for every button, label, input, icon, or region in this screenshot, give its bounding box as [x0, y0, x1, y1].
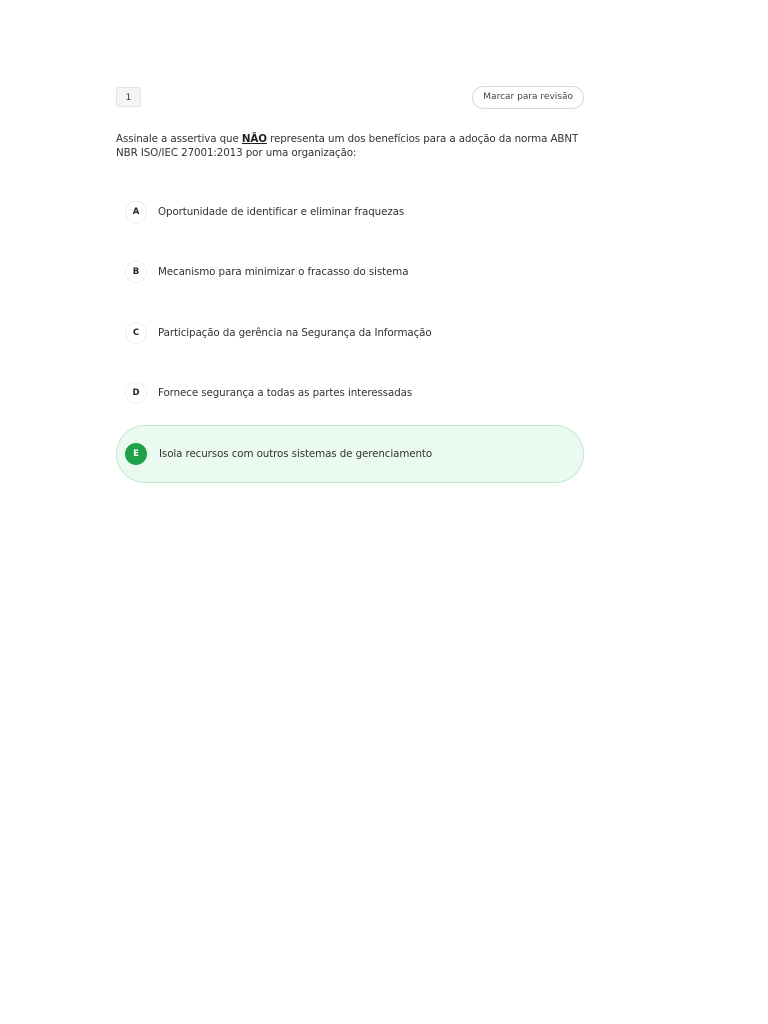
option-e[interactable]	[116, 425, 584, 483]
statement-text-before: Assinale a assertiva que	[116, 133, 242, 145]
question-header	[116, 86, 584, 110]
question-number-badge: 1	[116, 87, 141, 107]
statement-text-after: representa um dos benefícios para a adoção da norma ABNT NBR ISO/IEC 27001:2013 por uma organização:	[116, 133, 579, 159]
option-a[interactable]	[116, 183, 584, 241]
option-label: Isola recursos com outros sistemas de gerenciamento	[159, 448, 433, 461]
option-label: Fornece segurança a todas as partes interessadas	[158, 387, 413, 400]
option-letter-badge: C	[125, 322, 147, 344]
option-label: Participação da gerência na Segurança da Informação	[158, 327, 432, 340]
option-c[interactable]	[116, 304, 584, 362]
option-label: Oportunidade de identificar e eliminar fraquezas	[158, 206, 405, 219]
option-letter-badge: D	[125, 382, 147, 404]
statement-emphasis: NÃO	[241, 133, 267, 145]
option-label: Mecanismo para minimizar o fracasso do sistema	[158, 266, 409, 279]
option-d[interactable]	[116, 364, 584, 422]
option-letter-badge: B	[125, 261, 147, 283]
mark-for-review-button[interactable]: Marcar para revisão	[472, 86, 584, 109]
question-card	[116, 86, 584, 461]
question-statement	[116, 132, 584, 160]
option-letter-badge: A	[125, 201, 147, 223]
option-letter-badge: E	[125, 443, 147, 465]
option-b[interactable]	[116, 243, 584, 301]
